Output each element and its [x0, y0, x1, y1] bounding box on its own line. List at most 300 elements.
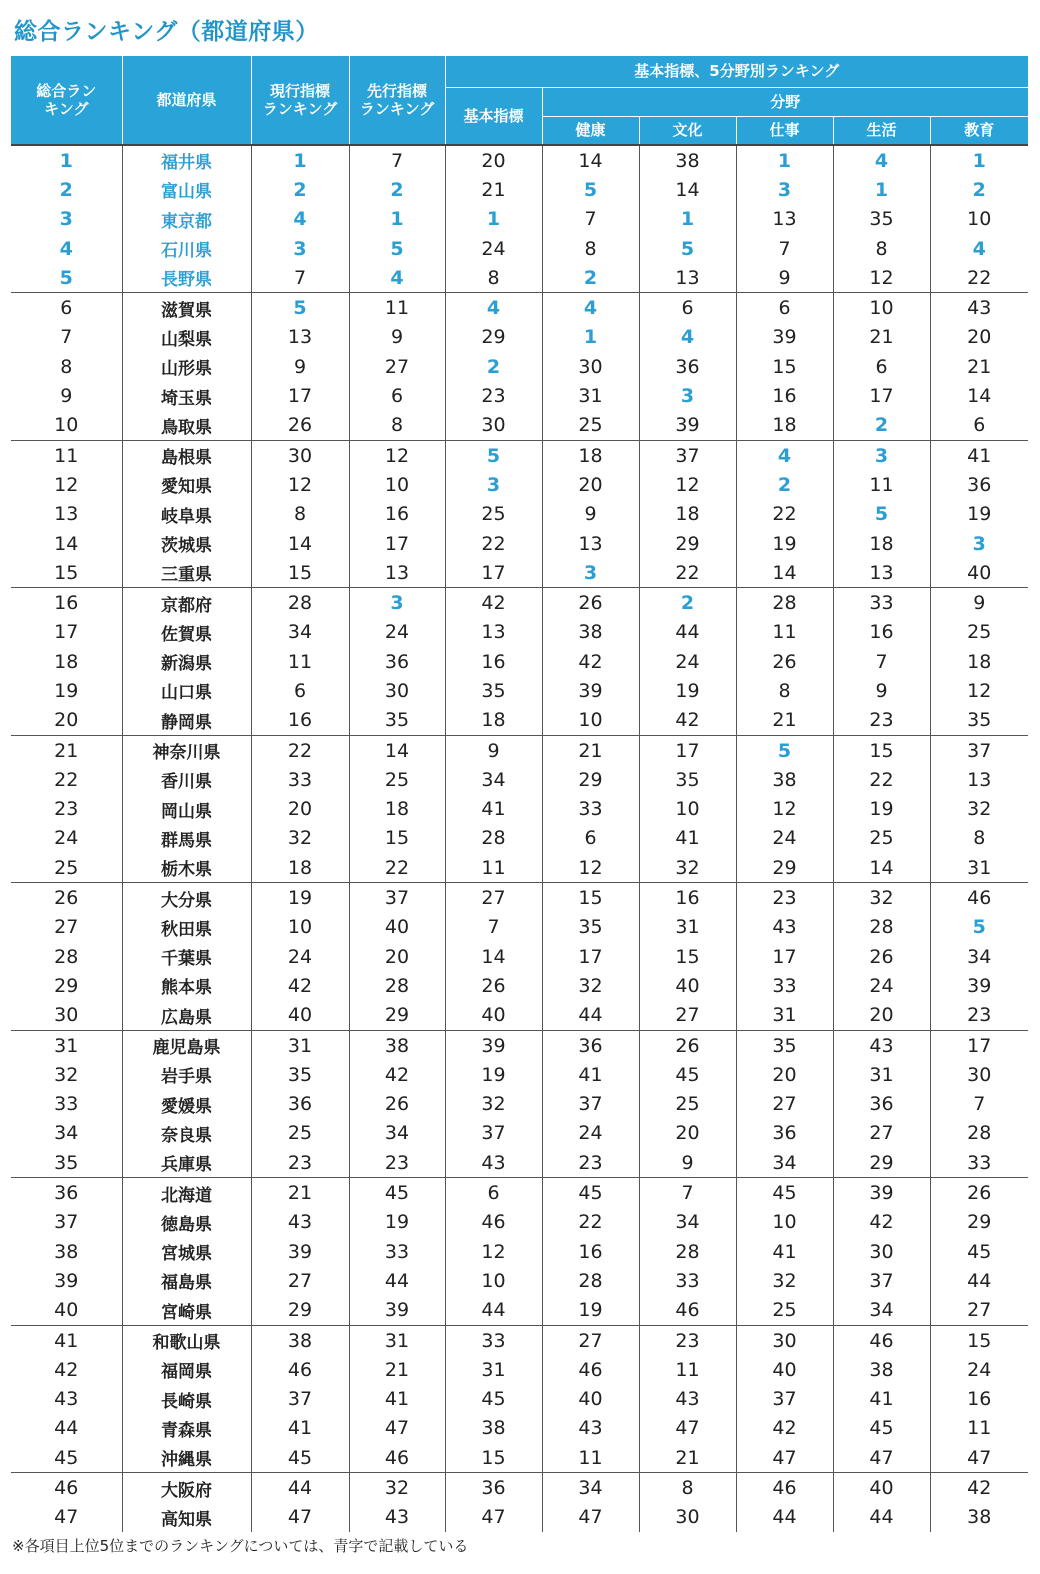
cell-work: 13: [736, 205, 833, 234]
cell-education: 21: [967, 355, 992, 378]
cell-work: 30: [736, 1325, 833, 1355]
table-row: [11, 647, 1028, 676]
cell-basic-index: 24: [445, 234, 542, 263]
cell-prefecture: 徳島県: [122, 1208, 251, 1237]
table-row: [11, 971, 1028, 1000]
header-overall-rank: 総合ラン キング: [11, 56, 122, 145]
cell-education: 26: [930, 1178, 1028, 1208]
cell-work: 36: [736, 1119, 833, 1148]
cell-overall-rank: 19: [11, 676, 122, 705]
cell-education: 7: [973, 1093, 986, 1116]
cell-current-index: 29: [251, 1296, 349, 1326]
cell-health: 7: [542, 205, 639, 234]
cell-life: 41: [833, 1384, 930, 1413]
cell-culture: 12: [639, 470, 736, 499]
cell-prefecture: 三重県: [122, 558, 251, 588]
cell-overall-rank: 33: [11, 1090, 122, 1119]
cell-education: 15: [930, 1325, 1028, 1355]
cell-culture: 14: [639, 175, 736, 204]
cell-education: 19: [967, 503, 992, 526]
cell-leading-index: 10: [349, 470, 445, 499]
cell-life: 22: [833, 765, 930, 794]
cell-overall-rank: 7: [11, 323, 122, 352]
cell-prefecture: 山口県: [122, 676, 251, 705]
cell-health: 25: [542, 411, 639, 441]
cell-education: 40: [967, 561, 992, 584]
cell-current-index: 44: [251, 1473, 349, 1503]
cell-work: 20: [736, 1060, 833, 1089]
cell-basic-index: 4: [445, 293, 542, 323]
cell-culture: 36: [639, 352, 736, 381]
cell-leading-index: 26: [349, 1090, 445, 1119]
cell-current-index: 23: [251, 1148, 349, 1178]
cell-health: 9: [542, 500, 639, 529]
cell-overall-rank: 13: [11, 500, 122, 529]
cell-leading-index: 21: [349, 1355, 445, 1384]
cell-overall-rank: 26: [11, 883, 122, 913]
cell-culture: 9: [639, 1148, 736, 1178]
cell-work: 11: [736, 618, 833, 647]
cell-current-index: 27: [251, 1266, 349, 1295]
cell-work: 19: [736, 529, 833, 558]
cell-health: 40: [542, 1384, 639, 1413]
cell-life: 45: [833, 1414, 930, 1443]
cell-overall-rank: 6: [11, 293, 122, 323]
cell-current-index: 8: [251, 500, 349, 529]
cell-basic-index: 8: [445, 263, 542, 293]
cell-basic-index: 33: [445, 1325, 542, 1355]
cell-life: 39: [833, 1178, 930, 1208]
cell-current-index: 10: [251, 913, 349, 942]
cell-leading-index: 40: [349, 913, 445, 942]
cell-current-index: 30: [251, 440, 349, 470]
cell-health: 45: [542, 1178, 639, 1208]
table-row: [11, 1473, 1028, 1503]
table-row: [11, 1443, 1028, 1473]
cell-current-index: 7: [251, 263, 349, 293]
cell-prefecture: 香川県: [122, 765, 251, 794]
cell-life: 37: [833, 1266, 930, 1295]
cell-life: 20: [833, 1001, 930, 1031]
cell-health: 10: [542, 706, 639, 736]
cell-leading-index: 16: [349, 500, 445, 529]
table-row: [11, 618, 1028, 647]
cell-current-index: 35: [251, 1060, 349, 1089]
cell-basic-index: 11: [445, 853, 542, 883]
cell-prefecture: 大分県: [122, 883, 251, 913]
table-row: [11, 735, 1028, 765]
cell-culture: 21: [639, 1443, 736, 1473]
cell-health: 17: [542, 942, 639, 971]
cell-culture: 39: [639, 411, 736, 441]
cell-overall-rank: 9: [11, 381, 122, 410]
cell-leading-index: 35: [349, 706, 445, 736]
cell-work: 7: [736, 234, 833, 263]
cell-current-index: 24: [251, 942, 349, 971]
cell-leading-index: 22: [349, 853, 445, 883]
cell-basic-index: 47: [445, 1503, 542, 1532]
cell-leading-index: 38: [349, 1030, 445, 1060]
cell-life: 25: [833, 824, 930, 853]
header-current-index: 現行指標 ランキング: [251, 56, 349, 145]
cell-health: 22: [542, 1208, 639, 1237]
cell-work: 8: [736, 676, 833, 705]
cell-health: 33: [542, 795, 639, 824]
cell-prefecture: 鳥取県: [122, 411, 251, 441]
cell-life: 10: [833, 293, 930, 323]
cell-prefecture: 岡山県: [122, 795, 251, 824]
cell-life: 17: [833, 381, 930, 410]
ranking-body: [11, 145, 1028, 1532]
cell-work: 47: [736, 1443, 833, 1473]
cell-current-index: 46: [251, 1355, 349, 1384]
cell-education: 32: [967, 798, 992, 821]
cell-leading-index: 31: [349, 1325, 445, 1355]
cell-current-index: 17: [251, 381, 349, 410]
cell-work: 22: [736, 500, 833, 529]
cell-work: 43: [736, 913, 833, 942]
cell-life: 29: [833, 1148, 930, 1178]
cell-current-index: 1: [251, 145, 349, 175]
cell-current-index: 3: [251, 234, 349, 263]
cell-leading-index: 32: [349, 1473, 445, 1503]
cell-work: 45: [736, 1178, 833, 1208]
cell-health: 3: [542, 558, 639, 588]
cell-prefecture: 高知県: [122, 1503, 251, 1532]
table-row: [11, 323, 1028, 352]
cell-education: 39: [967, 974, 992, 997]
cell-life: 11: [833, 470, 930, 499]
page-title: 総合ランキング（都道府県）: [14, 19, 319, 45]
table-row: [11, 824, 1028, 853]
cell-life: 34: [833, 1296, 930, 1326]
cell-leading-index: 11: [349, 293, 445, 323]
cell-prefecture: 岐阜県: [122, 500, 251, 529]
cell-life: 21: [833, 323, 930, 352]
table-row: [11, 293, 1028, 323]
cell-life: 33: [833, 588, 930, 618]
cell-current-index: 41: [251, 1414, 349, 1443]
cell-culture: 17: [639, 735, 736, 765]
cell-current-index: 38: [251, 1325, 349, 1355]
cell-life: 1: [833, 175, 930, 204]
cell-leading-index: 19: [349, 1208, 445, 1237]
cell-culture: 35: [639, 765, 736, 794]
table-row: [11, 1266, 1028, 1295]
table-row: [11, 795, 1028, 824]
cell-life: 28: [833, 913, 930, 942]
cell-basic-index: 13: [445, 618, 542, 647]
cell-work: 18: [736, 411, 833, 441]
cell-prefecture: 熊本県: [122, 971, 251, 1000]
cell-current-index: 31: [251, 1030, 349, 1060]
cell-leading-index: 18: [349, 795, 445, 824]
cell-life: 14: [833, 853, 930, 883]
cell-overall-rank: 2: [11, 175, 122, 204]
cell-culture: 46: [639, 1296, 736, 1326]
cell-leading-index: 37: [349, 883, 445, 913]
cell-basic-index: 22: [445, 529, 542, 558]
cell-overall-rank: 15: [11, 558, 122, 588]
cell-overall-rank: 24: [11, 824, 122, 853]
cell-education: 30: [967, 1063, 992, 1086]
cell-work: 27: [736, 1090, 833, 1119]
cell-basic-index: 23: [445, 381, 542, 410]
header-basic-index: 基本指標: [445, 87, 542, 145]
cell-basic-index: 9: [445, 735, 542, 765]
table-row: [11, 205, 1028, 234]
cell-prefecture: 佐賀県: [122, 618, 251, 647]
cell-basic-index: 39: [445, 1030, 542, 1060]
cell-prefecture: 栃木県: [122, 853, 251, 883]
cell-life: 23: [833, 706, 930, 736]
cell-education: 46: [930, 883, 1028, 913]
cell-prefecture: 和歌山県: [122, 1325, 251, 1355]
cell-basic-index: 6: [445, 1178, 542, 1208]
cell-basic-index: 1: [445, 205, 542, 234]
cell-prefecture: 大阪府: [122, 1473, 251, 1503]
header-leading-index: 先行指標 ランキング: [349, 56, 445, 145]
cell-overall-rank: 27: [11, 913, 122, 942]
cell-life: 9: [833, 676, 930, 705]
cell-education: 43: [930, 293, 1028, 323]
table-row: [11, 1090, 1028, 1119]
cell-health: 24: [542, 1119, 639, 1148]
cell-health: 27: [542, 1325, 639, 1355]
cell-current-index: 28: [251, 588, 349, 618]
header-health: 健康: [542, 116, 639, 145]
cell-prefecture: 宮城県: [122, 1237, 251, 1266]
cell-culture: 42: [639, 706, 736, 736]
cell-current-index: 14: [251, 529, 349, 558]
cell-education: 10: [967, 208, 992, 231]
cell-prefecture: 北海道: [122, 1178, 251, 1208]
cell-education: 2: [972, 178, 986, 201]
cell-culture: 7: [639, 1178, 736, 1208]
table-row: [11, 1414, 1028, 1443]
cell-prefecture: 鹿児島県: [122, 1030, 251, 1060]
cell-health: 26: [542, 588, 639, 618]
cell-prefecture: 岩手県: [122, 1060, 251, 1089]
cell-basic-index: 32: [445, 1090, 542, 1119]
cell-culture: 43: [639, 1384, 736, 1413]
cell-life: 8: [833, 234, 930, 263]
cell-health: 32: [542, 971, 639, 1000]
cell-basic-index: 10: [445, 1266, 542, 1295]
cell-education: 42: [930, 1473, 1028, 1503]
table-row: [11, 1148, 1028, 1178]
cell-culture: 27: [639, 1001, 736, 1031]
cell-education: 44: [967, 1269, 992, 1292]
cell-basic-index: 45: [445, 1384, 542, 1413]
header-prefecture: 都道府県: [122, 56, 251, 145]
cell-current-index: 5: [251, 293, 349, 323]
cell-health: 12: [542, 853, 639, 883]
cell-health: 44: [542, 1001, 639, 1031]
cell-work: 34: [736, 1148, 833, 1178]
cell-health: 15: [542, 883, 639, 913]
cell-prefecture: 長崎県: [122, 1384, 251, 1413]
table-row: [11, 411, 1028, 441]
cell-basic-index: 27: [445, 883, 542, 913]
cell-prefecture: 福島県: [122, 1266, 251, 1295]
cell-basic-index: 31: [445, 1355, 542, 1384]
cell-leading-index: 13: [349, 558, 445, 588]
cell-leading-index: 34: [349, 1119, 445, 1148]
cell-culture: 24: [639, 647, 736, 676]
cell-overall-rank: 10: [11, 411, 122, 441]
cell-education: 9: [930, 588, 1028, 618]
cell-overall-rank: 40: [11, 1296, 122, 1326]
table-row: [11, 558, 1028, 588]
table-row: [11, 883, 1028, 913]
cell-prefecture: 富山県: [122, 175, 251, 204]
cell-basic-index: 19: [445, 1060, 542, 1089]
table-row: [11, 1325, 1028, 1355]
cell-current-index: 6: [251, 676, 349, 705]
cell-health: 1: [542, 323, 639, 352]
cell-overall-rank: 37: [11, 1208, 122, 1237]
cell-prefecture: 山形県: [122, 352, 251, 381]
cell-prefecture: 沖縄県: [122, 1443, 251, 1473]
table-row: [11, 765, 1028, 794]
table-row: [11, 352, 1028, 381]
cell-leading-index: 6: [349, 381, 445, 410]
table-row: [11, 1119, 1028, 1148]
cell-basic-index: 29: [445, 323, 542, 352]
cell-overall-rank: 14: [11, 529, 122, 558]
cell-prefecture: 山梨県: [122, 323, 251, 352]
cell-health: 47: [542, 1503, 639, 1532]
cell-life: 19: [833, 795, 930, 824]
cell-prefecture: 静岡県: [122, 706, 251, 736]
cell-leading-index: 27: [349, 352, 445, 381]
cell-basic-index: 21: [445, 175, 542, 204]
cell-current-index: 47: [251, 1503, 349, 1532]
cell-current-index: 15: [251, 558, 349, 588]
cell-work: 33: [736, 971, 833, 1000]
cell-culture: 3: [639, 381, 736, 410]
cell-work: 10: [736, 1208, 833, 1237]
cell-health: 42: [542, 647, 639, 676]
cell-life: 46: [833, 1325, 930, 1355]
cell-leading-index: 28: [349, 971, 445, 1000]
cell-overall-rank: 41: [11, 1325, 122, 1355]
cell-prefecture: 長野県: [122, 263, 251, 293]
table-row: [11, 1384, 1028, 1413]
cell-culture: 32: [639, 853, 736, 883]
cell-work: 35: [736, 1030, 833, 1060]
cell-prefecture: 埼玉県: [122, 381, 251, 410]
cell-culture: 41: [639, 824, 736, 853]
cell-health: 19: [542, 1296, 639, 1326]
cell-education: 8: [973, 827, 986, 850]
header-life: 生活: [833, 116, 930, 145]
cell-current-index: 9: [251, 352, 349, 381]
cell-health: 8: [542, 234, 639, 263]
cell-education: 6: [973, 414, 986, 437]
cell-life: 43: [833, 1030, 930, 1060]
cell-work: 32: [736, 1266, 833, 1295]
cell-education: 29: [967, 1211, 992, 1234]
cell-work: 25: [736, 1296, 833, 1326]
cell-basic-index: 30: [445, 411, 542, 441]
cell-health: 41: [542, 1060, 639, 1089]
cell-basic-index: 17: [445, 558, 542, 588]
table-row: [11, 913, 1028, 942]
cell-health: 28: [542, 1266, 639, 1295]
cell-culture: 5: [639, 234, 736, 263]
cell-current-index: 37: [251, 1384, 349, 1413]
cell-current-index: 40: [251, 1001, 349, 1031]
cell-health: 11: [542, 1443, 639, 1473]
table-row: [11, 234, 1028, 263]
cell-overall-rank: 47: [11, 1503, 122, 1532]
cell-current-index: 4: [251, 205, 349, 234]
cell-prefecture: 石川県: [122, 234, 251, 263]
cell-culture: 26: [639, 1030, 736, 1060]
cell-current-index: 16: [251, 706, 349, 736]
cell-education: 16: [967, 1388, 992, 1411]
cell-health: 30: [542, 352, 639, 381]
cell-education: 1: [930, 145, 1028, 175]
cell-leading-index: 5: [349, 234, 445, 263]
cell-overall-rank: 31: [11, 1030, 122, 1060]
cell-health: 29: [542, 765, 639, 794]
cell-life: 38: [833, 1355, 930, 1384]
cell-leading-index: 14: [349, 735, 445, 765]
cell-basic-index: 38: [445, 1414, 542, 1443]
cell-leading-index: 47: [349, 1414, 445, 1443]
cell-prefecture: 青森県: [122, 1414, 251, 1443]
cell-overall-rank: 1: [11, 145, 122, 175]
cell-life: 4: [833, 145, 930, 175]
cell-current-index: 32: [251, 824, 349, 853]
table-row: [11, 676, 1028, 705]
cell-overall-rank: 12: [11, 470, 122, 499]
cell-basic-index: 25: [445, 500, 542, 529]
table-row: [11, 1355, 1028, 1384]
cell-leading-index: 43: [349, 1503, 445, 1532]
cell-leading-index: 29: [349, 1001, 445, 1031]
cell-health: 6: [542, 824, 639, 853]
cell-education: 14: [967, 385, 992, 408]
cell-prefecture: 東京都: [122, 205, 251, 234]
cell-culture: 13: [639, 263, 736, 293]
cell-work: 26: [736, 647, 833, 676]
table-row: [11, 706, 1028, 736]
cell-current-index: 36: [251, 1090, 349, 1119]
cell-work: 24: [736, 824, 833, 853]
cell-overall-rank: 22: [11, 765, 122, 794]
cell-health: 14: [542, 145, 639, 175]
cell-overall-rank: 18: [11, 647, 122, 676]
cell-life: 3: [833, 440, 930, 470]
cell-basic-index: 26: [445, 971, 542, 1000]
table-row: [11, 1178, 1028, 1208]
cell-overall-rank: 4: [11, 234, 122, 263]
cell-culture: 1: [639, 205, 736, 234]
cell-life: 26: [833, 942, 930, 971]
cell-life: 13: [833, 558, 930, 588]
cell-education: 31: [967, 856, 992, 879]
cell-work: 15: [736, 352, 833, 381]
cell-leading-index: 45: [349, 1178, 445, 1208]
cell-basic-index: 15: [445, 1443, 542, 1473]
cell-leading-index: 46: [349, 1443, 445, 1473]
cell-basic-index: 5: [445, 440, 542, 470]
cell-life: 32: [833, 883, 930, 913]
